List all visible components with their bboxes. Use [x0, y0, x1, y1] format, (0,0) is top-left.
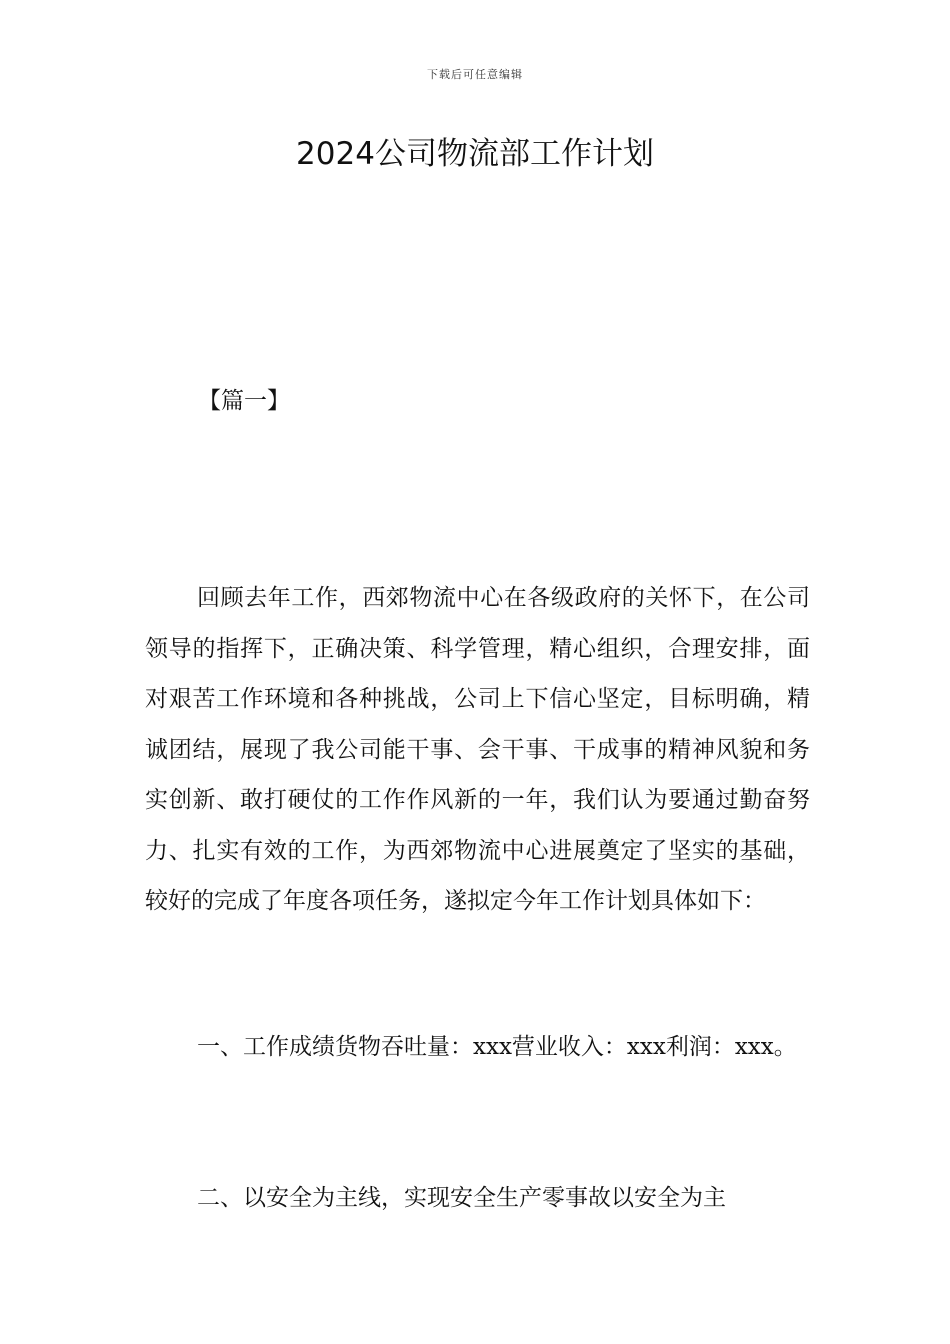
paragraph-review: 回顾去年工作，西郊物流中心在各级政府的关怀下，在公司领导的指挥下，正确决策、科学管理，精心组织，合理安排，面对艰苦工作环境和各种挑战，公司上下信心坚定，目标明确，精诚团结，展现了我公司能干事、会干事、干成事的精神风貌和务实创新、敢打硬仗的工作作风新的一年，我们认为要通过勤奋努力、扎实有效的工作，为西郊物流中心进展奠定了坚实的基础，较好的完成了年度各项任务，遂拟定今年工作计划具体如下： [145, 585, 810, 914]
section-label: 【篇一】 [198, 388, 290, 414]
paragraph-safety: 二、以安全为主线，实现安全生产零事故以安全为主 [197, 1185, 726, 1211]
paragraph-achievements: 一、工作成绩货物吞吐量：xxx营业收入：xxx利润：xxx。 [197, 1034, 797, 1060]
header-note: 下载后可任意编辑 [427, 68, 523, 81]
document-title: 2024公司物流部工作计划 [296, 136, 654, 172]
